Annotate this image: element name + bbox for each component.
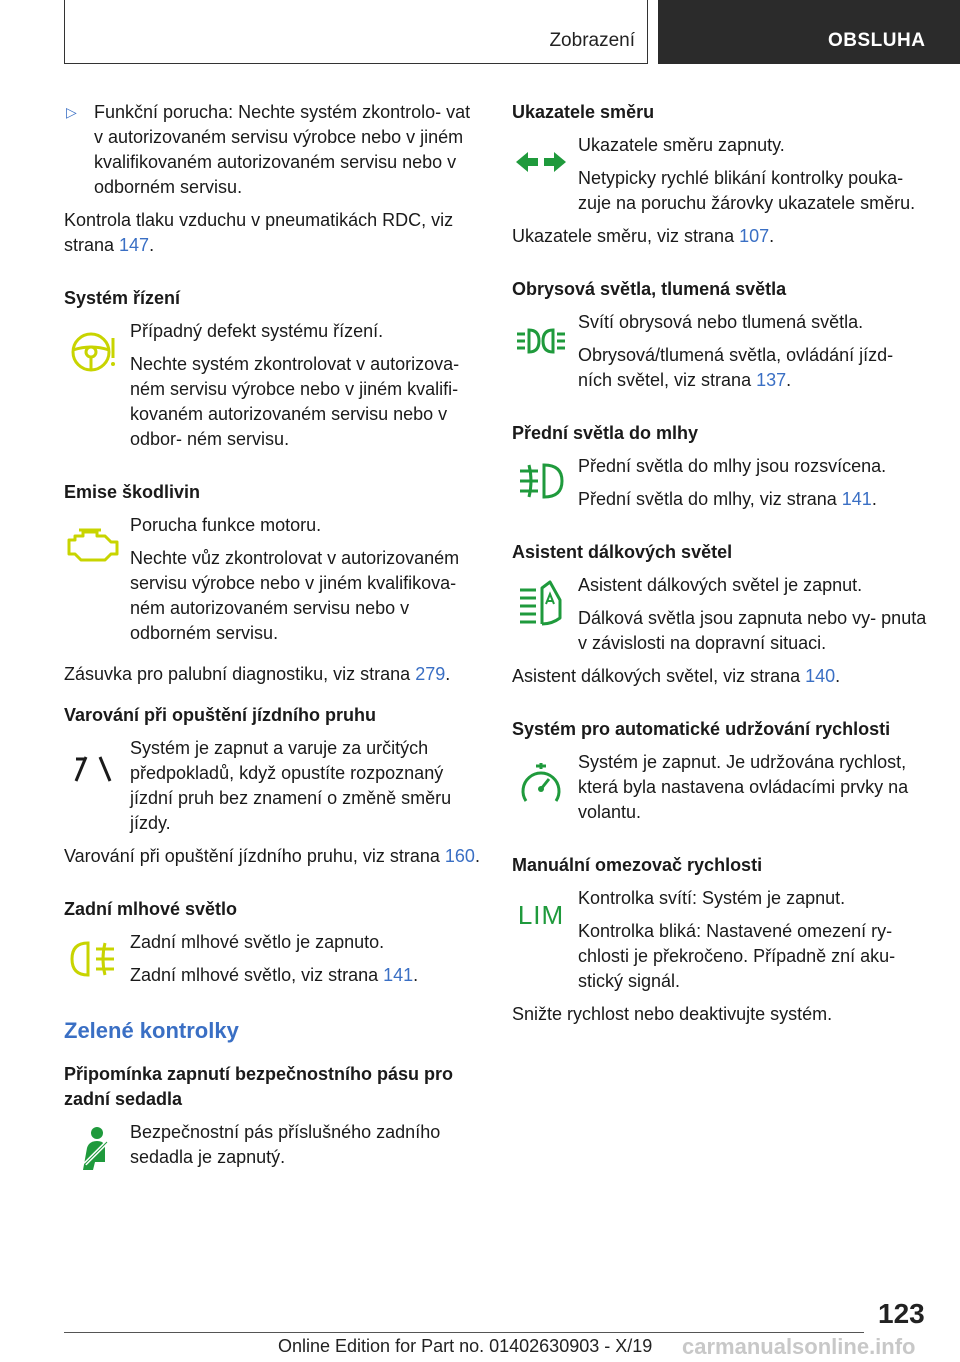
parking-reference: Obrysová/tlumená světla, ovládání jízd- ních světel, viz strana 137. <box>578 345 894 390</box>
speed-limiter-icon <box>512 890 570 940</box>
footer-edition: Online Edition for Part no. 01402630903 - X/19 <box>278 1336 653 1356</box>
high-beam-heading: Asistent dálkových světel <box>512 542 733 562</box>
high-beam-reference: Asistent dálkových světel, viz strana 140. <box>512 666 841 686</box>
lane-departure-icon <box>64 744 122 794</box>
parking-light-icon <box>512 316 570 366</box>
obd-reference: Zásuvka pro palubní diagnostiku, viz strana 279. <box>64 664 451 684</box>
limiter-icon-text: LIM <box>517 899 565 930</box>
footer-divider <box>64 1332 864 1333</box>
limiter-advice: Snižte rychlost nebo deaktivujte systém. <box>512 1004 833 1024</box>
turn-heading: Ukazatele směru <box>512 102 655 122</box>
parking-entry: Svítí obrysová nebo tlumená světla. Obrysová/tlumená světla, ovládání jízd- ních světel, viz strana 137. <box>512 310 928 393</box>
lane-heading: Varování při opuštění jízdního pruhu <box>64 705 377 725</box>
triangle-bullet-icon: ▷ <box>66 104 77 120</box>
seatbelt-icon <box>64 1126 122 1176</box>
limiter-heading: Manuální omezovač rychlosti <box>512 855 763 875</box>
front-fog-heading: Přední světla do mlhy <box>512 423 699 443</box>
front-fog-light-icon <box>512 456 570 506</box>
rear-fog-heading: Zadní mlhové světlo <box>64 899 238 919</box>
lane-reference: Varování při opuštění jízdního pruhu, viz strana 160. <box>64 846 480 866</box>
malfunction-bullet: ▷ Funkční porucha: Nechte systém zkontrolo- vat v autorizovaném servisu výrobce nebo v jiném kvalifikovaném autorizovaném servisu nebo v odborném servisu. <box>66 102 471 197</box>
parking-heading: Obrysová světla, tlumená světla <box>512 279 787 299</box>
rear-fog-light-icon <box>64 934 122 984</box>
high-beam-assist-icon <box>512 577 570 627</box>
engine-warning-icon <box>64 519 122 569</box>
obd-page-link[interactable]: 279 <box>415 664 446 684</box>
front-fog-reference: Přední světla do mlhy, viz strana 141. <box>578 489 877 509</box>
lane-page-link[interactable]: 160 <box>444 846 475 866</box>
seatbelt-entry: Bezpečnostní pás příslušného zadního sedadla je zapnutý. <box>64 1120 480 1170</box>
turn-reference: Ukazatele směru, viz strana 107. <box>512 226 775 246</box>
rear-fog-entry: Zadní mlhové světlo je zapnuto. Zadní mlhové světlo, viz strana 141. <box>64 930 480 988</box>
rdc-page-link[interactable]: 147 <box>119 235 150 255</box>
turn-page-link[interactable]: 107 <box>739 226 770 246</box>
front-fog-entry: Přední světla do mlhy jsou rozsvícena. Přední světla do mlhy, viz strana 141. <box>512 454 928 512</box>
steering-heading: Systém řízení <box>64 288 181 308</box>
lane-entry: Systém je zapnut a varuje za určitých předpokladů, když opustíte rozpoznaný jízdní pruh bez znamení o změně směru jízdy. <box>64 736 480 836</box>
steering-wheel-warning-icon <box>64 327 122 377</box>
header-tab <box>658 0 960 64</box>
rdc-reference: Kontrola tlaku vzduchu v pneumatikách RDC, viz strana 147. <box>64 210 454 255</box>
rear-fog-reference: Zadní mlhové světlo, viz strana 141. <box>130 965 419 985</box>
emission-entry: Porucha funkce motoru. Nechte vůz zkontrolovat v autorizovaném servisu výrobce nebo v jiném kvalifikova- ném autorizovaném servisu nebo v odborném servisu. <box>64 513 480 646</box>
left-column <box>64 100 480 1170</box>
parking-page-link[interactable]: 137 <box>756 370 787 390</box>
cruise-entry: Systém je zapnut. Je udržována rychlost, která byla nastavena ovládacími prvky na volantu. <box>512 750 928 825</box>
high-beam-entry: Asistent dálkových světel je zapnut. Dálková světla jsou zapnuta nebo vy- pnuta v závislosti na dopravní situaci. <box>512 573 928 656</box>
page-number: 123 <box>878 1298 925 1329</box>
rear-fog-page-link[interactable]: 141 <box>383 965 414 985</box>
green-indicators-heading: Zelené kontrolky <box>64 1018 239 1043</box>
cruise-heading: Systém pro automatické udržování rychlosti <box>512 719 891 739</box>
limiter-entry: LIM Kontrolka svítí: Systém je zapnut. Kontrolka bliká: Nastavené omezení ry- chlosti je překročeno. Případně zní aku- stický signál. <box>512 886 928 994</box>
steering-entry: Případný defekt systému řízení. Nechte systém zkontrolovat v autorizova- ném servisu výrobce nebo v jiném kvalifi- kovaném autorizovaném servisu nebo v odbor- ném servisu. <box>64 319 480 452</box>
emission-heading: Emise škodlivin <box>64 482 201 502</box>
right-column <box>512 100 928 1027</box>
high-beam-page-link[interactable]: 140 <box>805 666 836 686</box>
seatbelt-heading: Připomínka zapnutí bezpečnostního pásu pro zadní sedadla <box>64 1064 454 1109</box>
front-fog-page-link[interactable]: 141 <box>841 489 872 509</box>
header-frame <box>64 0 648 64</box>
footer-watermark: carmanualsonline.info <box>682 1334 916 1359</box>
turn-signal-icon <box>512 137 570 187</box>
header-tab-label: OBSLUHA <box>828 30 926 51</box>
cruise-control-icon <box>512 760 570 810</box>
header-section-label: Zobrazení <box>549 30 635 51</box>
turn-entry: Ukazatele směru zapnuty. Netypicky rychlé blikání kontrolky pouka- zuje na poruchu žárovky ukazatele směru. <box>512 133 928 216</box>
